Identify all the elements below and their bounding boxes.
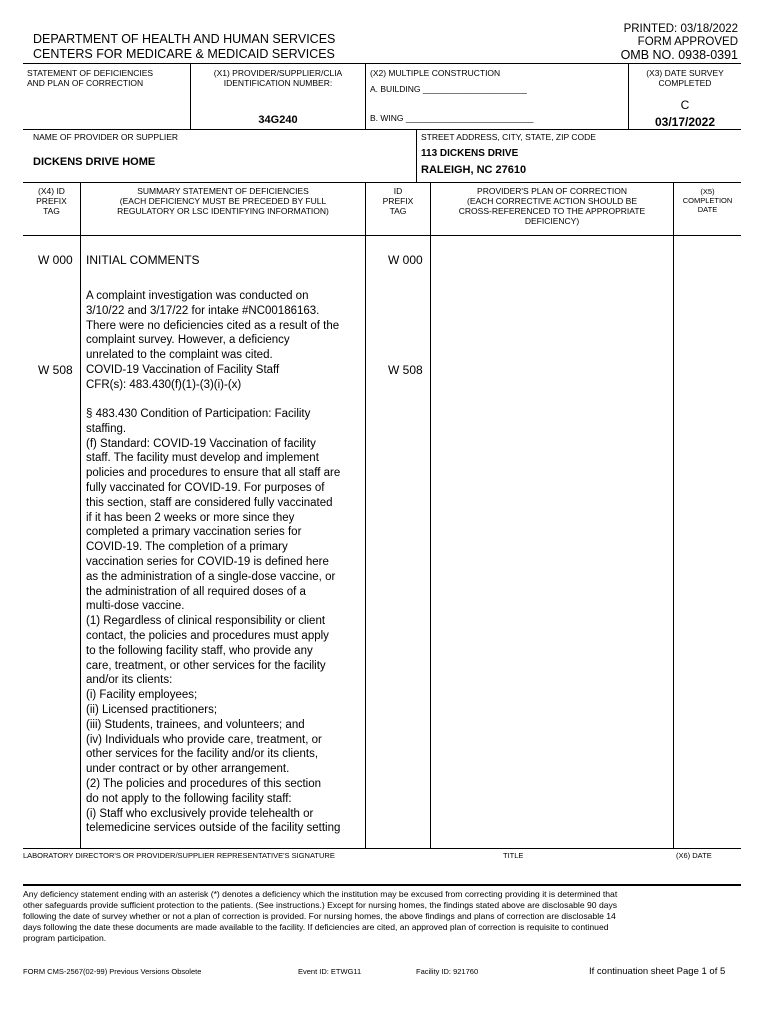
w000-prefix-tag: W 000 <box>38 253 73 267</box>
w508-prefix-tag: W 508 <box>38 363 73 377</box>
page-number: If continuation sheet Page 1 of 5 <box>589 966 726 977</box>
col-divider-id <box>430 182 431 848</box>
x1-label: (X1) PROVIDER/SUPPLIER/CLIA IDENTIFICATION NUMBER: <box>213 68 343 88</box>
signature-date-label: (X6) DATE <box>676 851 712 860</box>
provider-row-divider <box>416 129 417 182</box>
w000-body: A complaint investigation was conducted on 3/10/22 and 3/17/22 for intake #NC00186163. There were no deficiencies cited as a result of the complaint survey. However, a deficiency unrelated to the complaint was cited. <box>86 290 340 362</box>
printed-date: PRINTED: 03/18/2022 <box>623 23 738 35</box>
col-header-id: ID PREFIX TAG <box>382 186 414 216</box>
col-divider-plan <box>673 182 674 848</box>
id-row-divider-3 <box>628 63 629 129</box>
id-row-divider-1 <box>190 63 191 129</box>
disclaimer-text: Any deficiency statement ending with an asterisk (*) denotes a deficiency which the institution may be excused from correcting providing it is determined that other safeguards provide sufficient protection to the patients. (See instructions.) Except for nursing homes, the findings stated above are disclosable 90 days following the date of survey whether or not a plan of correction is provided. For nursing homes, the above findings and plans of correction are disclosable 14 days following the date these documents are made available to the facility. If deficiencies are cited, an approved plan of correction is requisite to continued program participation. <box>23 889 618 943</box>
x3-date: 03/17/2022 <box>654 115 716 129</box>
form-approved: FORM APPROVED <box>637 36 738 48</box>
agency-line-2: CENTERS FOR MEDICARE & MEDICAID SERVICES <box>33 47 335 61</box>
form-approval-block <box>621 23 738 62</box>
column-header-bottom-border <box>23 235 741 236</box>
col-header-completion: (X5) COMPLETION DATE <box>682 187 733 214</box>
provider-name-label: NAME OF PROVIDER OR SUPPLIER <box>33 132 178 142</box>
col-header-summary: SUMMARY STATEMENT OF DEFICIENCIES (EACH DEFICIENCY MUST BE PRECEDED BY FULL REGULATORY OR LSC IDENTIFYING INFORMATION) <box>117 186 329 216</box>
event-id: Event ID: ETWG11 <box>298 967 362 976</box>
x3-code: C <box>680 98 690 112</box>
omb-number: OMB NO. 0938-0391 <box>620 48 738 62</box>
agency-name <box>33 32 335 62</box>
statement-label: STATEMENT OF DEFICIENCIES AND PLAN OF CORRECTION <box>27 68 154 88</box>
w000-title: INITIAL COMMENTS <box>86 253 200 267</box>
agency-line-1: DEPARTMENT OF HEALTH AND HUMAN SERVICES <box>33 32 336 46</box>
x2-wing: B. WING ___________________________ <box>370 113 534 123</box>
form-number: FORM CMS-2567(02-99) Previous Versions Obsolete <box>23 967 202 976</box>
address-city: RALEIGH, NC 27610 <box>421 164 527 176</box>
col-divider-summary <box>365 182 366 848</box>
body-bottom-border <box>23 848 741 849</box>
signature-label: LABORATORY DIRECTOR'S OR PROVIDER/SUPPLIER REPRESENTATIVE'S SIGNATURE <box>23 851 335 860</box>
provider-row-bottom-border <box>23 182 741 183</box>
provider-name: DICKENS DRIVE HOME <box>33 156 156 168</box>
facility-id: Facility ID: 921760 <box>416 967 479 976</box>
address-street: 113 DICKENS DRIVE <box>421 148 519 159</box>
w508-id-tag: W 508 <box>388 363 423 377</box>
x2-label: (X2) MULTIPLE CONSTRUCTION <box>370 68 501 78</box>
col-header-prefix: (X4) ID PREFIX TAG <box>36 186 67 216</box>
w508-body: § 483.430 Condition of Participation: Facility staffing. (f) Standard: COVID-19 Vaccination of facility staff. The facility must develop and implement policies and procedures to ensure that all staff are fully vaccinated for COVID-19. For purposes of this section, staff are considered fully vaccinated if it has been 2 weeks or more since they completed a primary vaccination series for COVID-19. The completion of a primary vaccination series for COVID-19 is defined here as the administration of a single-dose vaccine, or the administration of all required doses of a multi-dose vaccine. (1) Regardless of clinical responsibility or client contact, the policies and procedures must apply to the following facility staff, who provide any care, treatment, or other services for the facility and/or its clients: (i) Facility employees; (ii) Licensed practitioners; (iii) Students, trainees, and volunteers; and (iv) Individuals who provide care, treatment, or other services for the facility and/or its clients, under contract or by other arrangement. (2) The policies and procedures of this section do not apply to the following facility staff: (i) Staff who exclusively provide telehealth or telemedicine services outside of the facility setting <box>86 408 341 835</box>
address-label: STREET ADDRESS, CITY, STATE, ZIP CODE <box>421 132 596 142</box>
signature-title-label: TITLE <box>503 851 524 860</box>
x1-value: 34G240 <box>258 114 298 126</box>
x3-label: (X3) DATE SURVEY COMPLETED <box>646 68 724 88</box>
table-top-border <box>23 63 741 64</box>
w000-id-tag: W 000 <box>388 253 423 267</box>
col-divider-prefix <box>80 182 81 848</box>
x2-building: A. BUILDING ______________________ <box>370 84 527 94</box>
w508-title: COVID-19 Vaccination of Facility Staff CFR(s): 483.430(f)(1)-(3)(i)-(x) <box>86 364 280 391</box>
id-row-bottom-border <box>23 129 741 130</box>
col-header-plan: PROVIDER'S PLAN OF CORRECTION (EACH CORRECTIVE ACTION SHOULD BE CROSS-REFERENCED TO THE APPROPRIATE DEFICIENCY) <box>458 186 646 226</box>
id-row-divider-2 <box>365 63 366 129</box>
signature-bottom-border <box>23 884 741 886</box>
